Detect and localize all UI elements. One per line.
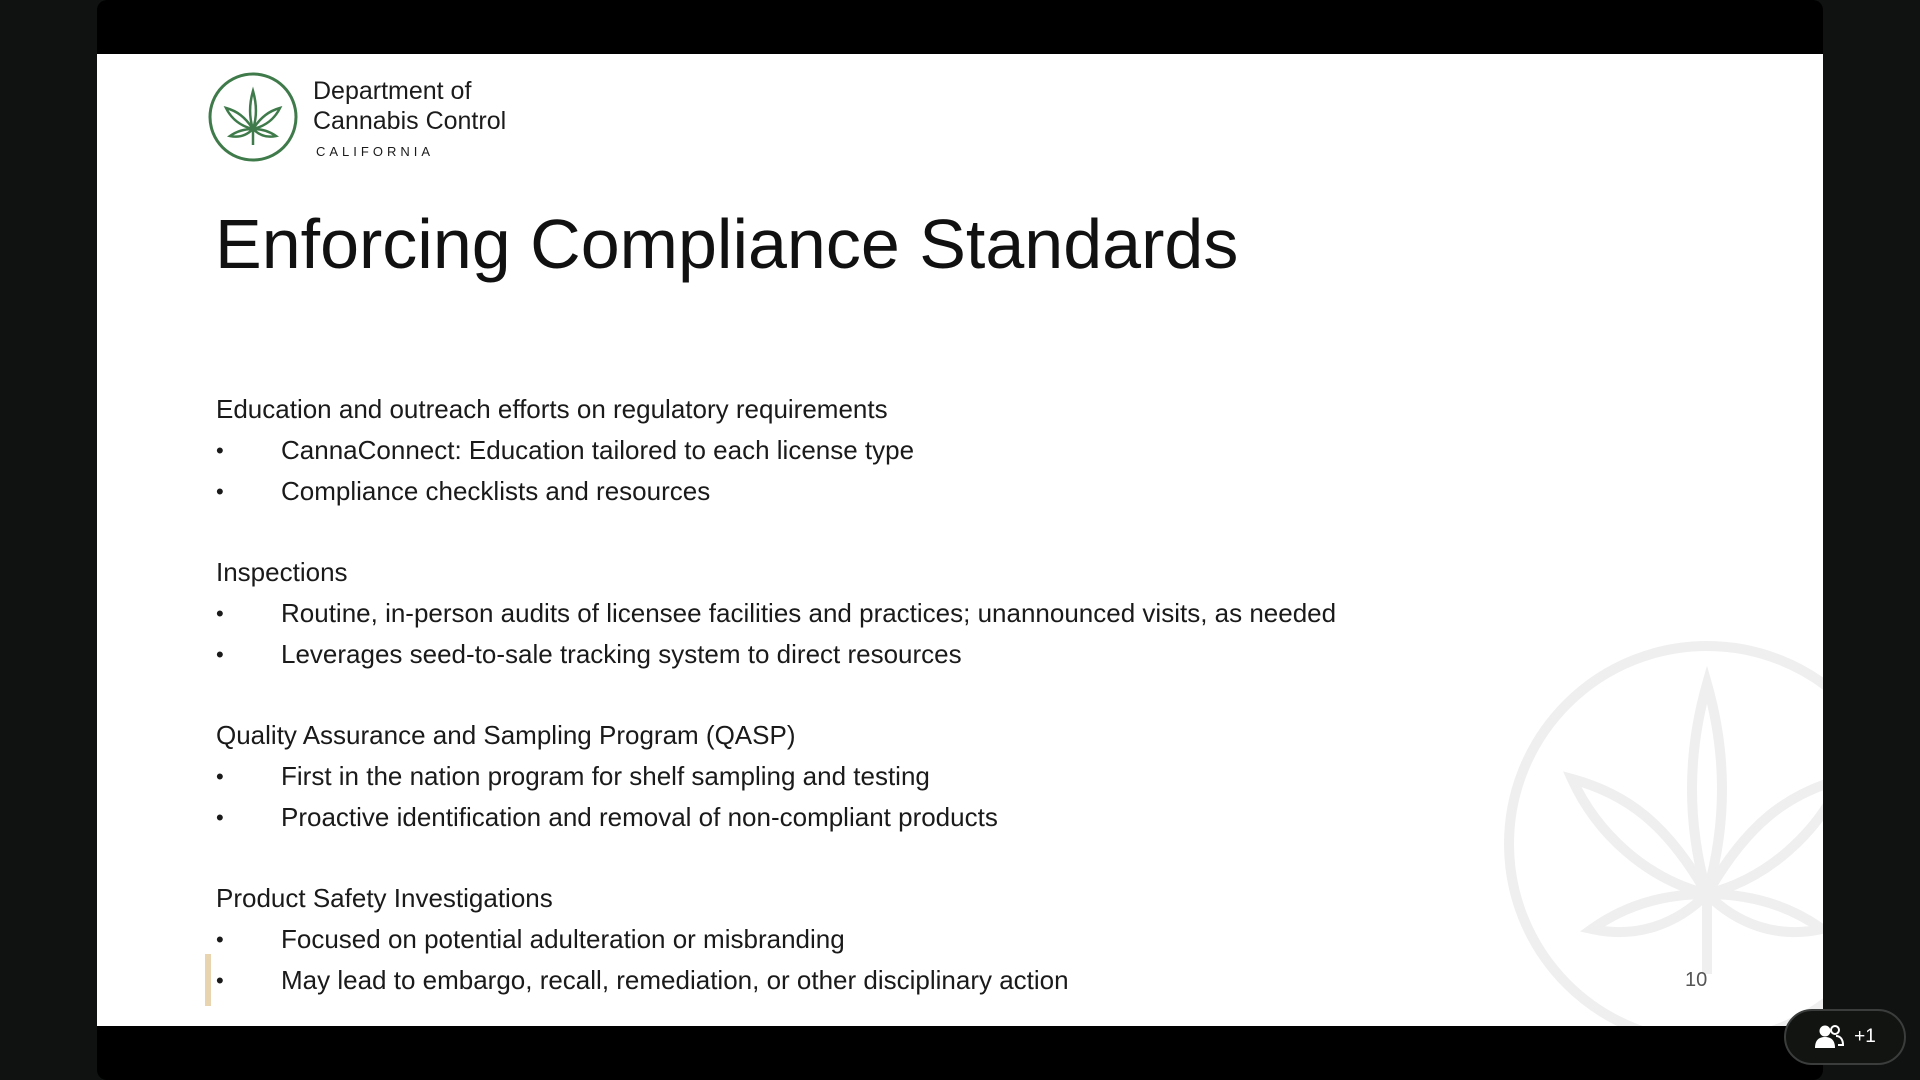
section-heading: Education and outreach efforts on regulatory requirements xyxy=(216,394,888,424)
logo-text-department: Department of xyxy=(313,77,472,105)
bullet-item xyxy=(216,593,1716,634)
section-heading: Quality Assurance and Sampling Program (QASP) xyxy=(216,720,796,750)
logo-text-california: CALIFORNIA xyxy=(316,144,435,159)
slide-page-number: 10 xyxy=(1685,969,1708,991)
logo-text-cannabis-control: Cannabis Control xyxy=(313,107,507,135)
bullet-text: May lead to embargo, recall, remediation, or other disciplinary action xyxy=(281,965,1069,995)
bullet-text: First in the nation program for shelf sampling and testing xyxy=(281,761,930,791)
bullet-icon: • xyxy=(216,601,224,626)
bullet-text: Focused on potential adulteration or misbranding xyxy=(281,924,845,954)
participants-button[interactable] xyxy=(1784,1009,1906,1065)
bullet-text: Compliance checklists and resources xyxy=(281,476,711,506)
bullet-icon: • xyxy=(216,479,224,504)
slide-title: Enforcing Compliance Standards xyxy=(215,205,1239,283)
section-product-safety xyxy=(216,878,1716,1001)
presentation-slide xyxy=(97,54,1823,1026)
bullet-item xyxy=(216,797,1716,838)
bullet-item xyxy=(216,634,1716,675)
bullet-text: Leverages seed-to-sale tracking system to direct resources xyxy=(281,639,962,669)
cannabis-leaf-logo-icon xyxy=(207,71,299,163)
bullet-text: Routine, in-person audits of licensee facilities and practices; unannounced visits, as needed xyxy=(281,598,1337,628)
participants-count: +1 xyxy=(1854,1026,1876,1047)
bullet-icon: • xyxy=(216,927,224,952)
people-icon xyxy=(1814,1024,1844,1050)
section-inspections xyxy=(216,552,1716,675)
bullet-item xyxy=(216,756,1716,797)
bullet-item xyxy=(216,430,1716,471)
bullet-item xyxy=(216,471,1716,512)
section-heading: Inspections xyxy=(216,557,348,587)
bullet-icon: • xyxy=(216,642,224,667)
accent-bar xyxy=(205,954,211,1006)
bullet-icon: • xyxy=(216,805,224,830)
bullet-icon: • xyxy=(216,438,224,463)
dcc-logo xyxy=(207,71,587,171)
cannabis-leaf-watermark-icon xyxy=(1497,634,1823,1026)
bullet-icon: • xyxy=(216,764,224,789)
bullet-item xyxy=(216,919,1716,960)
bullet-item xyxy=(216,960,1716,1001)
bullet-text: Proactive identification and removal of non-compliant products xyxy=(281,802,998,832)
section-education xyxy=(216,389,1716,512)
section-qasp xyxy=(216,715,1716,838)
slide-content xyxy=(216,389,1716,1026)
section-heading: Product Safety Investigations xyxy=(216,883,553,913)
bullet-icon: • xyxy=(216,968,224,993)
bullet-text: CannaConnect: Education tailored to each license type xyxy=(281,435,915,465)
